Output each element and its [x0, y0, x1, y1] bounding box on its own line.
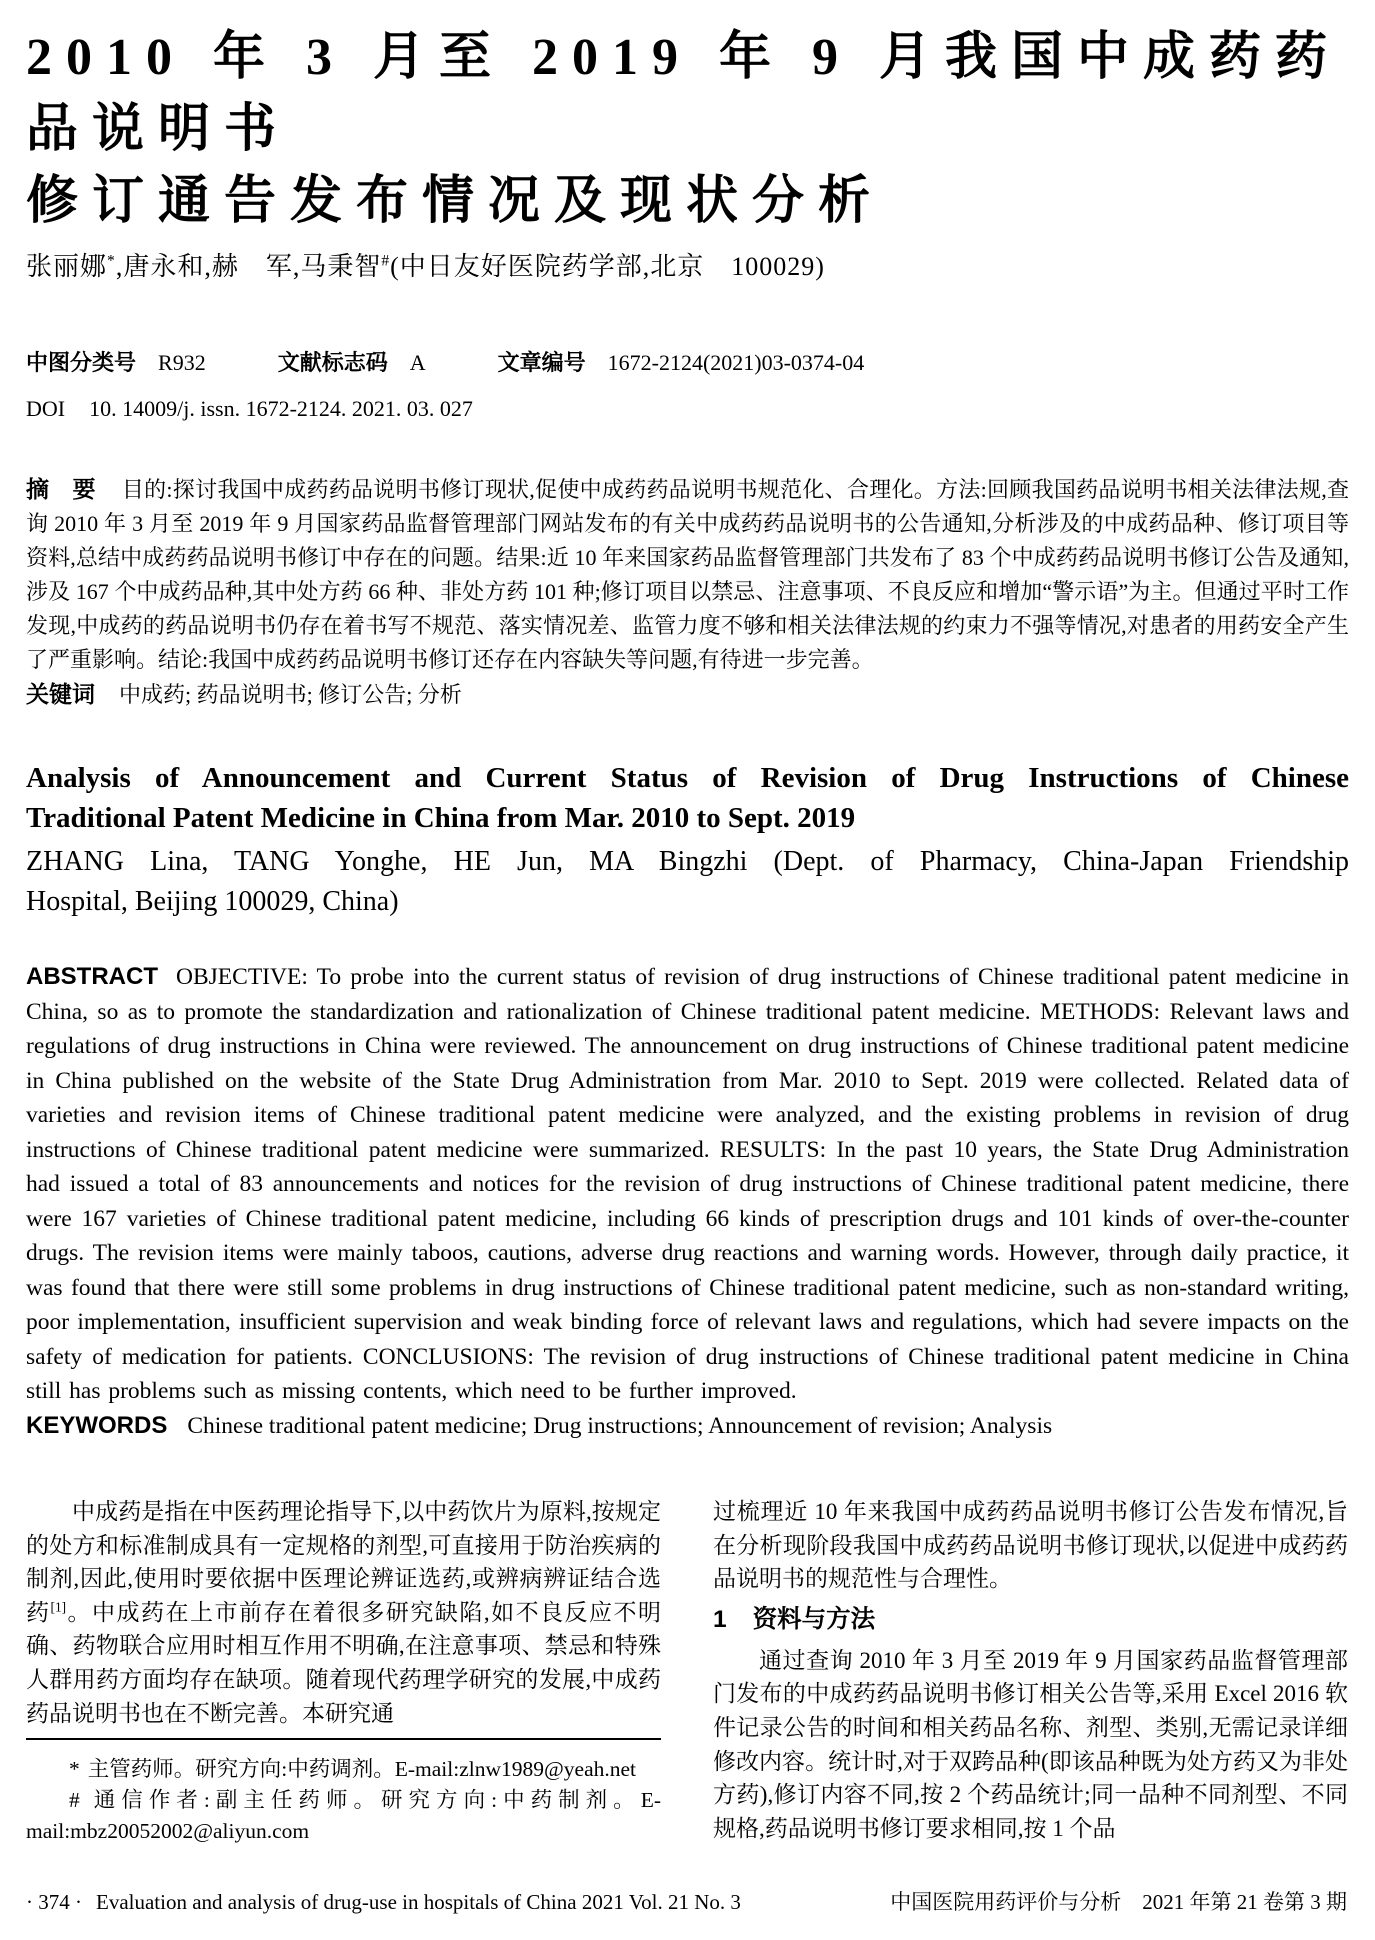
abstract-cn-label: 摘 要: [26, 476, 96, 502]
body-intro-part2: 。中成药在上市前存在着很多研究缺陷,如不良反应不明确、药物联合应用时相互作用不明确,在注意事项、禁忌和特殊人群用药方面均存在缺项。随着现代药理学研究的发展,中成药药品说明书也在不断完善。本研究通: [26, 1599, 662, 1726]
clc-value: R932: [158, 350, 206, 375]
abstract-cn-text: 目的:探讨我国中成药药品说明书修订现状,促使中成药药品说明书规范化、合理化。方法:回顾我国药品说明书相关法律法规,查询 2010 年 3 月至 2019 年 9 月国家药品监督管理部门网站发布的有关中成药药品说明书的公告通知,分析涉及的中成药品种、修订项目等资料,总结中成药药品说明书修订中存在的问题。结果:近 10 年来国家药品监督管理部门共发布了 83 个中成药药品说明书修订公告及通知,涉及 167 个中成药品种,其中处方药 66 种、非处方药 101 种;修订项目以禁忌、注意事项、不良反应和增加“警示语”为主。但通过平时工作发现,中成药的药品说明书仍存在着书写不规范、落实情况差、监管力度不够和相关法律法规的约束力不强等情况,对患者的用药安全产生了严重影响。结论:我国中成药药品说明书修订还存在内容缺失等问题,有待进一步完善。: [26, 477, 1349, 672]
clc-label: 中图分类号: [26, 350, 137, 375]
affiliation-cn: (中日友好医院药学部,北京 100029): [390, 252, 825, 281]
footnote-hash-mark: #: [69, 1788, 80, 1813]
article-title-cn-line2: 修订通告发布情况及现状分析: [26, 173, 885, 230]
section-1-title: 资料与方法: [752, 1605, 876, 1633]
authors-en-line1: ZHANG Lina, TANG Yonghe, HE Jun, MA Bingzhi (Dept. of Pharmacy, China-Japan Friendship: [26, 846, 1349, 877]
body-column-left: [26, 1495, 661, 1847]
abstract-cn: [26, 472, 1349, 677]
journal-name-en: Evaluation and analysis of drug-use in hospitals of China 2021 Vol. 21 No. 3: [96, 1890, 741, 1914]
doi-label: DOI: [26, 396, 66, 421]
authors-en: [26, 842, 1349, 922]
footnote-first-author-text: 主管药师。研究方向:中药调剂。E-mail:zlnw1989@yeah.net: [87, 1757, 637, 1782]
body-paragraph-intro: [26, 1495, 661, 1730]
abstract-en: [26, 960, 1349, 1409]
author-name-1: 张丽娜: [26, 252, 108, 281]
section-1-heading: [713, 1602, 1348, 1638]
keywords-cn: [26, 677, 1349, 712]
article-id-label: 文章编号: [497, 350, 586, 375]
body-paragraph-intro-continued: 过梳理近 10 年来我国中成药药品说明书修订公告发布情况,旨在分析现阶段我国中成药药品说明书修订现状,以促进中成药药品说明书的规范性与合理性。: [713, 1499, 1348, 1592]
body-intro-part1: 中成药是指在中医药理论指导下,以中药饮片为原料,按规定的处方和标准制成具有一定规格的剂型,可直接用于防治疾病的制剂,因此,使用时要依据中医理论辨证选药,或辨病辨证结合选药: [26, 1499, 661, 1625]
article-title-en-line2: Traditional Patent Medicine in China from Mar. 2010 to Sept. 2019: [26, 802, 856, 834]
meta-row: [26, 348, 1349, 378]
article-title-cn: [26, 22, 1349, 238]
article-id-value: 1672-2124(2021)03-0374-04: [607, 350, 865, 375]
article-title-en: [26, 758, 1349, 838]
authors-en-line2: Hospital, Beijing 100029, China): [26, 886, 399, 917]
keywords-en-label: KEYWORDS: [26, 1411, 168, 1439]
author-footnotes: [26, 1738, 661, 1847]
article-title-cn-line1: 2010 年 3 月至 2019 年 9 月我国中成药药品说明书: [26, 29, 1342, 158]
article-title-en-line1: Analysis of Announcement and Current Status of Revision of Drug Instructions of Chinese: [26, 762, 1349, 794]
doc-code-label: 文献标志码: [277, 350, 388, 375]
footnote-first-author: [26, 1754, 661, 1785]
footer-left: [26, 1888, 741, 1916]
authors-middle: ,唐永和,赫 军,马秉智: [115, 252, 382, 281]
journal-name-cn: 中国医院用药评价与分析 2021 年第 21 卷第 3 期: [890, 1890, 1347, 1914]
body-paragraph-methods: 通过查询 2010 年 3 月至 2019 年 9 月国家药品监督管理部门发布的中成药药品说明书修订相关公告等,采用 Excel 2016 软件记录公告的时间和相关药品名称、剂型、类别,无需记录详细修改内容。统计时,对于双跨品种(即该品种既为处方药又为非处方药),修订内容不同,按 2 个药品统计;同一品种不同剂型、不同规格,药品说明书修订要求相同,按 1 个品: [713, 1647, 1348, 1841]
section-1-number: 1: [713, 1605, 727, 1633]
keywords-cn-label: 关键词: [26, 681, 95, 707]
page-number: · 374 ·: [26, 1890, 82, 1914]
doi-row: [26, 394, 1349, 424]
abstract-en-text: OBJECTIVE: To probe into the current status of revision of drug instructions of Chinese traditional patent medicine in China, so as to promote the standardization and rationalization of Chinese traditional patent medicine. METHODS: Relevant laws and regulations of drug instructions in China were reviewed. The announcement on drug instructions of Chinese traditional patent medicine in China published on the website of the State Drug Administration from Mar. 2010 to Sept. 2019 were collected. Related data of varieties and revision items of Chinese traditional patent medicine were analyzed, and the existing problems in revision of drug instructions of Chinese traditional patent medicine were summarized. RESULTS: In the past 10 years, the State Drug Administration had issued a total of 83 announcements and notices for the revision of drug instructions of Chinese traditional patent medicine, there were 167 varieties of Chinese traditional patent medicine, including 66 kinds of prescription drugs and 101 kinds of over-the-counter drugs. The revision items were mainly taboos, cautions, adverse drug reactions and warning words. However, through daily practice, it was found that there were still some problems in drug instructions of Chinese traditional patent medicine, such as non-standard writing, poor implementation, insufficient supervision and weak binding force of relevant laws and regulations, which had severe impacts on the safety of medication for patients. CONCLUSIONS: The revision of drug instructions of Chinese traditional patent medicine in China still has problems such as missing contents, which need to be further improved.: [26, 964, 1349, 1404]
author-mark-hash: #: [381, 252, 391, 270]
abstract-en-label: ABSTRACT: [26, 963, 158, 990]
footnote-asterisk-mark: *: [69, 1757, 80, 1782]
footnote-corresponding-author: [26, 1785, 661, 1847]
citation-ref-1: [1]: [50, 1599, 67, 1615]
body-column-right: [713, 1495, 1348, 1847]
footnote-corresponding-author-text: 通信作者:副主任药师。研究方向:中药制剂。E-mail:mbz20052002@aliyun.com: [26, 1788, 661, 1844]
page-footer: [26, 1888, 1347, 1916]
keywords-cn-text: 中成药; 药品说明书; 修订公告; 分析: [119, 682, 462, 707]
doc-code-value: A: [409, 350, 426, 375]
authors-cn: [26, 248, 1349, 286]
doi-value: 10. 14009/j. issn. 1672-2124. 2021. 03. 027: [89, 396, 473, 421]
body-columns: [26, 1495, 1349, 1847]
author-mark-asterisk: *: [107, 252, 116, 270]
keywords-en-text: Chinese traditional patent medicine; Drug instructions; Announcement of revision; Analysis: [187, 1412, 1053, 1439]
keywords-en: [26, 1409, 1349, 1444]
